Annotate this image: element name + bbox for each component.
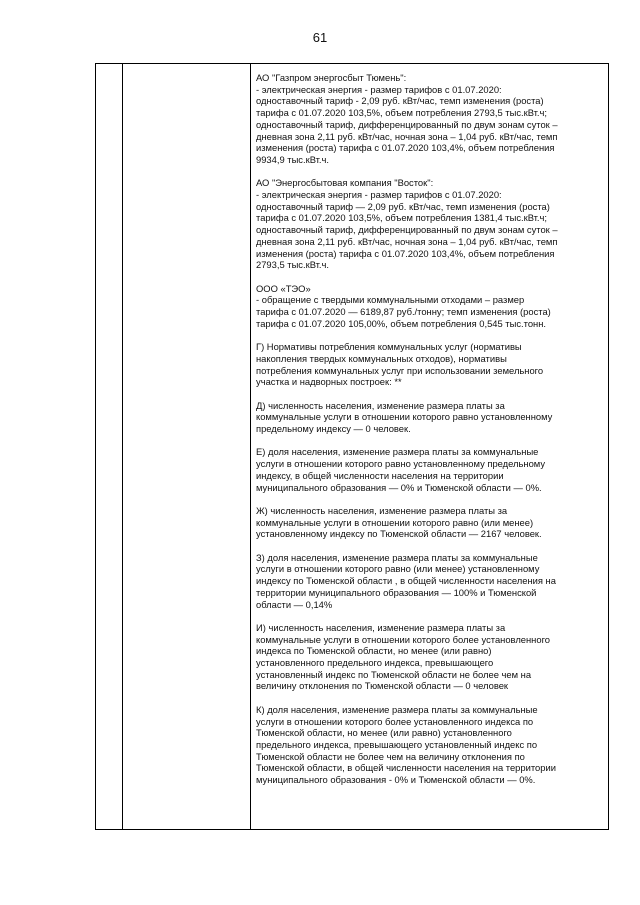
text-line: тарифа с 01.07.2020 103,5%, объем потребления 2793,5 тыс.кВт.ч; bbox=[256, 107, 548, 119]
text-line: Тюменской области, в общей численности населения на территории bbox=[256, 762, 556, 774]
text-line: одноставочный тариф — 2,09 руб. кВт/час, темп изменения (роста) bbox=[256, 200, 550, 212]
paragraph bbox=[256, 341, 602, 388]
paragraph bbox=[256, 177, 602, 271]
text-line: З) доля населения, изменение размера платы за коммунальные bbox=[256, 551, 538, 563]
text-line: накопления твердых коммунальных отходов), нормативы bbox=[256, 352, 507, 364]
text-line: Е) доля населения, изменение размера платы за коммунальные bbox=[256, 446, 539, 458]
text-line: установленному индексу по Тюменской области — 2167 человек. bbox=[256, 528, 542, 540]
text-line: - электрическая энергия - размер тарифов с 01.07.2020: bbox=[256, 189, 502, 201]
text-line: Д) численность населения, изменение размера платы за bbox=[256, 399, 505, 411]
page-number: 61 bbox=[312, 30, 328, 45]
text-line: услуги в отношении которого равно установленному предельному bbox=[256, 458, 546, 470]
text-line: индексу по Тюменской области , в общей численности населения на bbox=[256, 575, 556, 587]
text-line: одноставочный тариф - 2,09 руб. кВт/час, темп изменения (роста) bbox=[256, 95, 544, 107]
text-line: дневная зона 2,11 руб. кВт/час, ночная зона – 1,04 руб. кВт/час, темп bbox=[256, 130, 558, 142]
text-line: муниципального образования - 0% и Тюменской области — 0%. bbox=[256, 774, 536, 786]
paragraph bbox=[256, 505, 602, 540]
text-line: изменения (роста) тарифа с 01.07.2020 103,4%, объем потребления bbox=[256, 142, 555, 154]
text-line: коммунальные услуги в отношении которого более установленного bbox=[256, 633, 551, 645]
text-line: области — 0,14% bbox=[256, 598, 333, 610]
text-line: одноставочный тариф, дифференцированный по двум зонам суток – bbox=[256, 224, 558, 236]
text-line: величину отклонения по Тюменской области — 0 человек bbox=[256, 680, 509, 692]
text-line: Тюменской области, но менее (или равно) установленного bbox=[256, 727, 512, 739]
text-line: изменения (роста) тарифа с 01.07.2020 103,4%, объем потребления bbox=[256, 247, 555, 259]
paragraph bbox=[256, 622, 602, 692]
text-line: территории муниципального образования — 100% и Тюменской bbox=[256, 586, 537, 598]
text-line: муниципального образования — 0% и Тюменской области — 0%. bbox=[256, 481, 542, 493]
text-line: - электрическая энергия - размер тарифов с 01.07.2020: bbox=[256, 83, 502, 95]
text-line: индекса по Тюменской области, но менее (или равно) bbox=[256, 645, 492, 657]
text-line: тарифа с 01.07.2020 103,5%, объем потребления 1381,4 тыс.кВт.ч; bbox=[256, 212, 548, 224]
paragraph-title: АО "Газпром энергосбыт Тюмень": bbox=[256, 72, 407, 83]
text-line: 9934,9 тыс.кВт.ч. bbox=[256, 153, 329, 165]
text-line: К) доля населения, изменение размера платы за коммунальные bbox=[256, 703, 538, 715]
paragraph bbox=[256, 552, 602, 611]
text-line: 2793,5 тыс.кВт.ч. bbox=[256, 259, 329, 271]
text-line: коммунальные услуги в отношении которого равно (или менее) bbox=[256, 516, 534, 528]
text-line: Ж) численность населения, изменение размера платы за bbox=[256, 504, 508, 516]
paragraph bbox=[256, 400, 602, 435]
text-line: предельного индекса, превышающего установленный индекс по bbox=[256, 738, 538, 750]
document-table bbox=[95, 63, 609, 830]
paragraph-title: ООО «ТЭО» bbox=[256, 282, 311, 294]
text-line: одноставочный тариф, дифференцированный по двум зонам суток – bbox=[256, 118, 558, 130]
text-line: установленный индекс по Тюменской области не более чем на bbox=[256, 668, 532, 680]
text-line: услуги в отношении которого равно (или менее) установленному bbox=[256, 563, 540, 575]
paragraph-title: АО "Энергосбытовая компания "Восток": bbox=[256, 177, 434, 189]
content-cell bbox=[256, 72, 602, 797]
column-divider-1 bbox=[122, 64, 123, 829]
text-line: установленного предельного индекса, превышающего bbox=[256, 657, 494, 669]
text-line: - обращение с твердыми коммунальными отходами – размер bbox=[256, 294, 525, 306]
text-line: предельному индексу — 0 человек. bbox=[256, 423, 411, 435]
text-line: услуги в отношении которого более установленного индекса по bbox=[256, 715, 534, 727]
text-line: Тюменской области не более чем на величину отклонения по bbox=[256, 750, 525, 762]
paragraph bbox=[256, 446, 602, 493]
paragraph bbox=[256, 72, 602, 166]
text-line: тарифа с 01.07.2020 105,00%, объем потребления 0,545 тыс.тонн. bbox=[256, 317, 546, 329]
text-line: Г) Нормативы потребления коммунальных услуг (нормативы bbox=[256, 341, 522, 353]
column-divider-2 bbox=[250, 64, 251, 829]
text-line: участка и надворных построек: ** bbox=[256, 376, 402, 388]
text-line: И) численность населения, изменение размера платы за bbox=[256, 621, 506, 633]
text-line: потребления коммунальных услуг при использовании земельного bbox=[256, 364, 544, 376]
paragraph bbox=[256, 283, 602, 330]
text-line: тарифа с 01.07.2020 — 6189,87 руб./тонну; темп изменения (роста) bbox=[256, 306, 551, 318]
text-line: индексу, в общей численности населения на территории bbox=[256, 469, 504, 481]
paragraph bbox=[256, 704, 602, 786]
text-line: дневная зона 2,11 руб. кВт/час, ночная зона – 1,04 руб. кВт/час, темп bbox=[256, 235, 558, 247]
text-line: коммунальные услуги в отношении которого равно установленному bbox=[256, 411, 553, 423]
